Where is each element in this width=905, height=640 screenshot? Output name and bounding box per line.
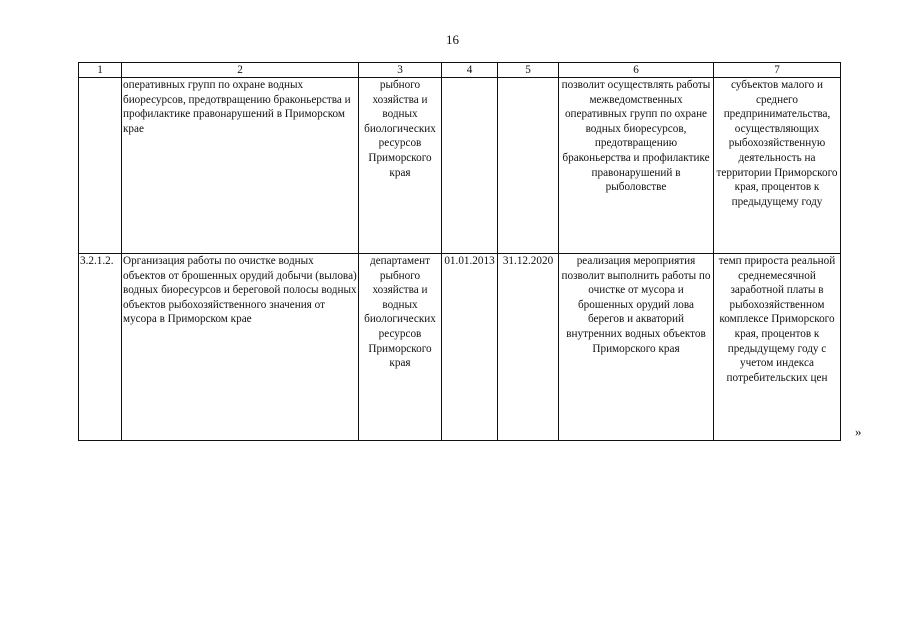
table-row <box>79 78 841 254</box>
column-number: 2 <box>122 63 359 78</box>
column-number: 1 <box>79 63 122 78</box>
activity-start-date <box>442 78 498 254</box>
activity-start-date: 01.01.2013 <box>442 254 498 441</box>
program-activities-table <box>78 62 841 441</box>
table-row <box>79 254 841 441</box>
activity-indicator: субъектов малого и среднего предпринимательства, осуществляющих рыбохозяйственную деятельность на территории Приморского края, процентов к предыдущему году <box>714 78 841 254</box>
activity-executor: департамент рыбного хозяйства и водных биологических ресурсов Приморского края <box>359 254 442 441</box>
activity-end-date <box>498 78 559 254</box>
column-number: 4 <box>442 63 498 78</box>
activity-number: 3.2.1.2. <box>79 254 122 441</box>
activity-end-date: 31.12.2020 <box>498 254 559 441</box>
activity-number <box>79 78 122 254</box>
activity-indicator: темп прироста реальной среднемесячной заработной платы в рыбохозяйственном комплексе Приморского края, процентов к предыдущему году с учетом индекса потребительских цен <box>714 254 841 441</box>
page-number: 16 <box>446 32 459 47</box>
column-number: 7 <box>714 63 841 78</box>
column-number: 3 <box>359 63 442 78</box>
closing-quote-mark: » <box>855 424 862 439</box>
column-number: 6 <box>559 63 714 78</box>
activity-name: оперативных групп по охране водных биоресурсов, предотвращению браконьерства и профилактике правонарушений в Приморском крае <box>122 78 359 254</box>
activity-executor: рыбного хозяйства и водных биологических ресурсов Приморского края <box>359 78 442 254</box>
activity-name: Организация работы по очистке водных объектов от брошенных орудий добычи (вылова) водных биоресурсов и береговой полосы водных объектов рыбохозяйственного значения от мусора в Приморском крае <box>122 254 359 441</box>
column-number-row <box>79 63 841 78</box>
column-number: 5 <box>498 63 559 78</box>
activity-expected-result: позволит осуществлять работы межведомственных оперативных групп по охране водных биоресурсов, предотвращению браконьерства и профилактике правонарушений в рыболовстве <box>559 78 714 254</box>
activity-expected-result: реализация мероприятия позволит выполнить работы по очистке от мусора и брошенных орудий лова берегов и акваторий внутренних водных объектов Приморского края <box>559 254 714 441</box>
